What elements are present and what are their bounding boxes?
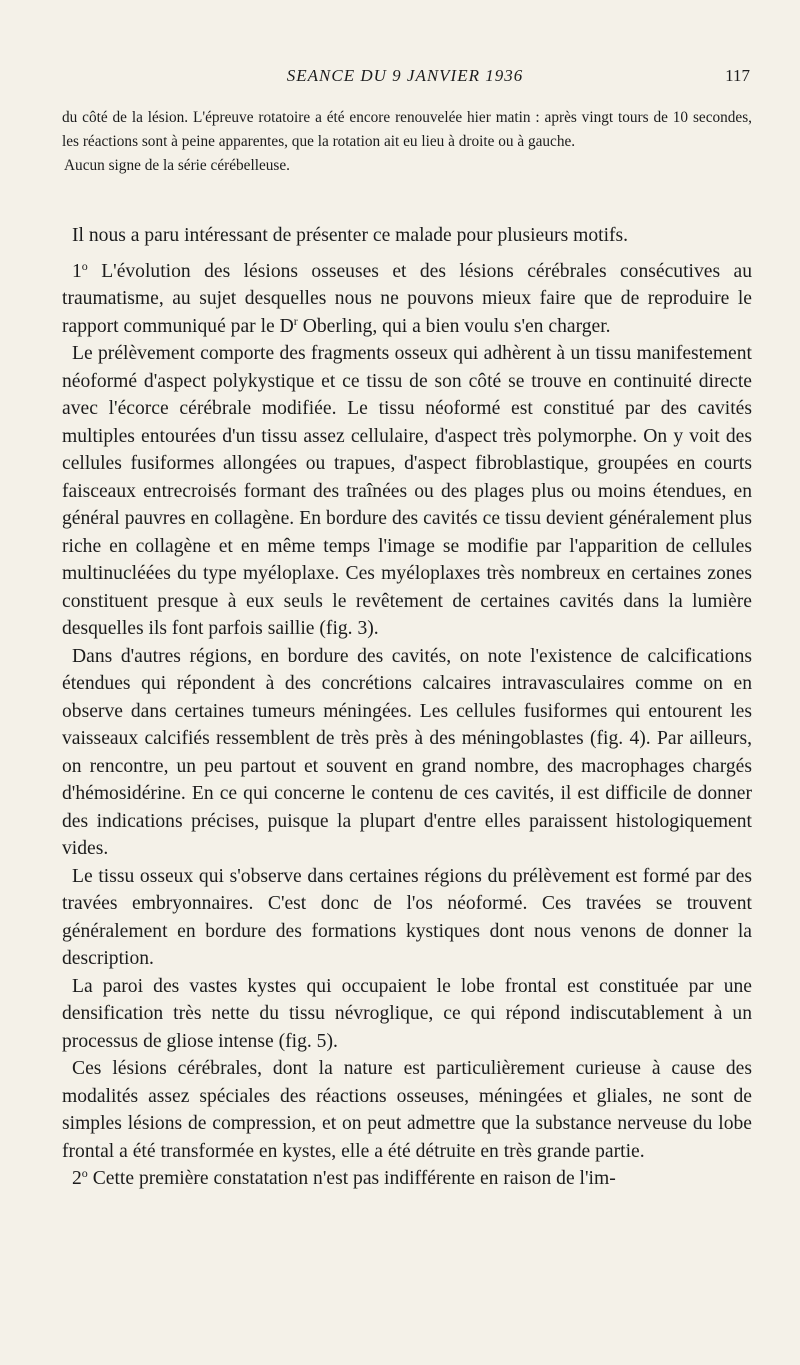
small-paragraph-cerebelleuse: Aucun signe de la série cérébelleuse. — [64, 157, 290, 174]
paragraph-intro: Il nous a paru intéressant de présenter ce malade pour plusieurs motifs. — [72, 225, 629, 246]
paragraph-prelevement: Le prélèvement comporte des fragments osseux qui adhèrent à un tissu manifestement néoformé d'aspect polykystique et ce tissu de son côté se trouve en continuité directe avec l'écorce cérébrale modifiée. Le tissu néoformé est constitué par des cavités multiples entourées d'un tissu assez cellulaire, d'aspect très polymorphe. On y voit des cellules fusiformes allongées ou trapues, d'aspect fibroblastique, groupées en courts faisceaux entrecroisés formant des traînées ou des plages plus ou moins étendues, en général pauvres en collagène. En bordure des cavités ce tissu devient généralement plus riche en collagène et en même temps l'image se modifie par l'apparition de cellules multinucléées du type myéloplaxe. Ces myéloplaxes très nombreux en certaines zones constituent presque à eux seuls le revêtement de certaines cavités dans la lumière desquelles ils font parfois saillie (fig. 3). — [62, 343, 752, 639]
paragraph-point-1 — [62, 258, 752, 341]
point-1-text-a: L'évolution des lésions osseuses et des lésions cérébrales consécutives au traumatisme, au sujet desquelles nous ne pouvons mieux faire que de reproduire le rapport communiqué par le D — [62, 260, 752, 337]
small-paragraph-lesion: du côté de la lésion. L'épreuve rotatoire a été encore renouvelée hier matin : après vingt tours de 10 secondes, les réactions sont à peine apparentes, que la rotation ait eu lieu à droite ou à gauche. — [62, 109, 752, 150]
point-2-superscript: o — [81, 1166, 88, 1180]
paragraph-regions: Dans d'autres régions, en bordure des cavités, on note l'existence de calcifications étendues qui répondent à des concrétions calcaires intravasculaires comme on en observe dans certaines tumeurs méningées. Les cellules fusiformes qui entourent les vaisseaux calcifiés ressemblent de très près à des méningoblastes (fig. 4). Par ailleurs, on rencontre, un peu partout et souvent en grand nombre, des macrophages chargés d'hémosidérine. En ce qui concerne le contenu de ces cavités, il est difficile de donner des indications précises, puisque la plupart d'entre elles paraissent histologiquement vides. — [62, 645, 752, 859]
point-2-number: 2 — [72, 1168, 82, 1189]
main-text — [62, 222, 752, 1193]
paragraph-tissu-osseux: Le tissu osseux qui s'observe dans certaines régions du prélèvement est formé par des travées embryonnaires. C'est donc de l'os néoformé. Ces travées se trouvent généralement en bordure des formations kystiques dont nous venons de donner la description. — [62, 865, 752, 969]
point-2-text: Cette première constatation n'est pas indifférente en raison de l'im- — [87, 1168, 616, 1189]
paragraph-lesions: Ces lésions cérébrales, dont la nature est particulièrement curieuse à cause des modalités assez spéciales des réactions osseuses, méningées et gliales, ne sont de simples lésions de compression, et on peut admettre que la substance nerveuse du lobe frontal a été transformée en kystes, elle a été détruite en très grande partie. — [62, 1058, 752, 1162]
running-header — [60, 66, 750, 90]
page-number: 117 — [725, 66, 750, 85]
running-title: SEANCE DU 9 JANVIER 1936 — [286, 66, 524, 85]
point-1-superscript: o — [81, 258, 88, 273]
doctor-superscript: r — [293, 313, 298, 328]
small-text-block — [62, 106, 752, 178]
point-1-text-b: Oberling, qui a bien voulu s'en charger. — [297, 315, 611, 337]
paragraph-point-2 — [62, 1165, 752, 1193]
point-1-number: 1 — [72, 260, 82, 282]
paragraph-paroi: La paroi des vastes kystes qui occupaient le lobe frontal est constituée par une densification très nette du tissu névroglique, ce qui répond indiscutablement à un processus de gliose intense (fig. 5). — [62, 975, 752, 1052]
